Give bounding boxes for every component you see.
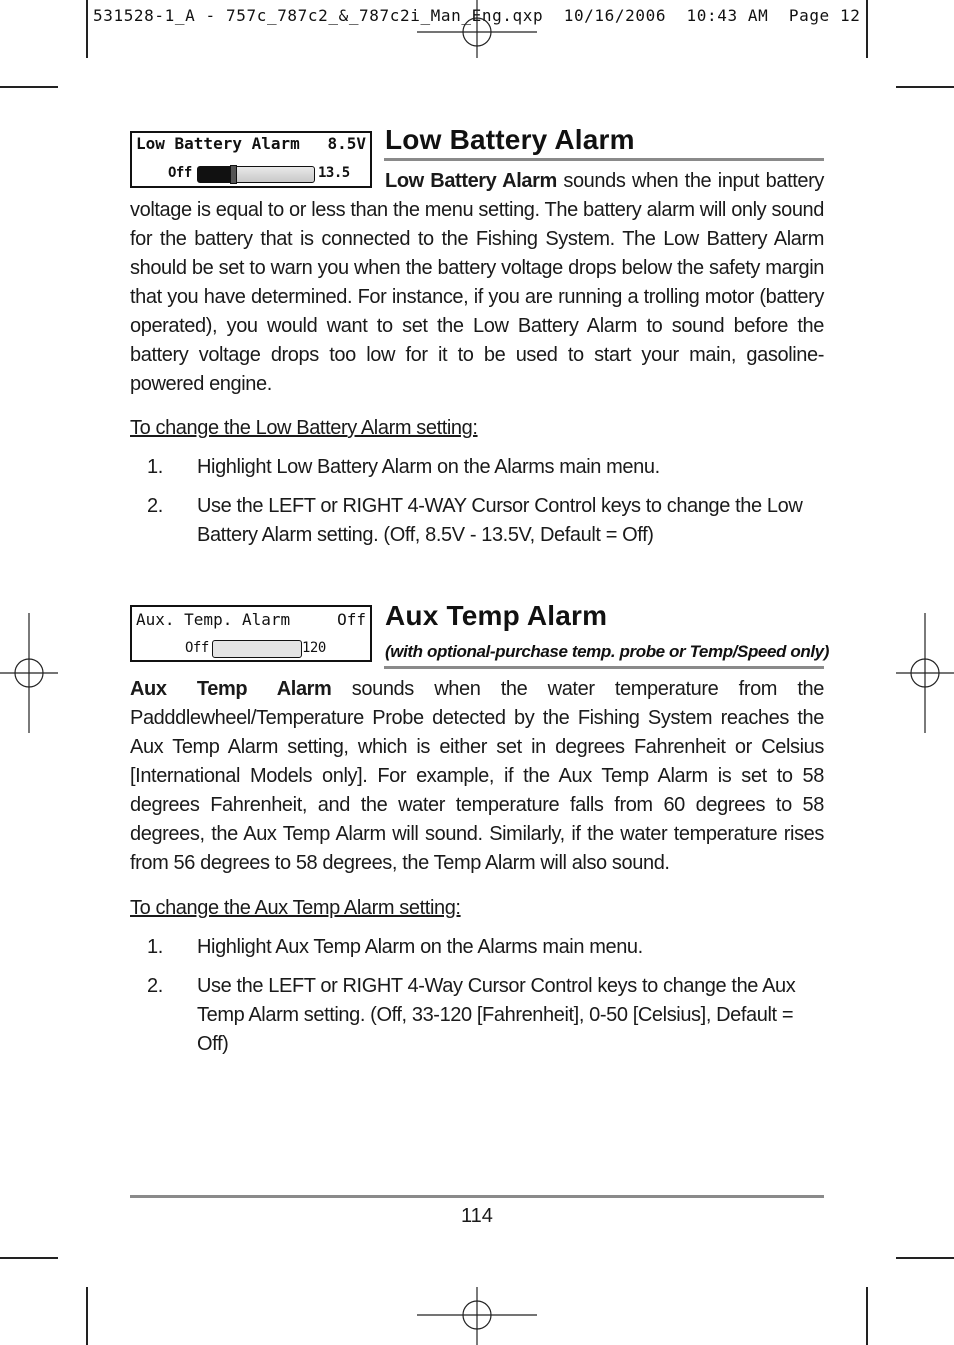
slider-min-label: Off (168, 165, 192, 181)
crop-mark (86, 0, 88, 58)
step-text-cont: Temp Alarm setting. (Off, 33-120 [Fahrenheit], 0-50 [Celsius], Default = (197, 1004, 794, 1026)
slug-file: 531528-1_A - 757c_787c2_&_787c2i_Man_Eng.qxp (93, 6, 544, 25)
step-text: Use the LEFT or RIGHT 4-WAY Cursor Control keys to change the Low (197, 495, 803, 517)
step-text-cont: Battery Alarm setting. (Off, 8.5V - 13.5V, Default = Off) (197, 524, 654, 546)
menu-value: 8.5V (327, 134, 366, 153)
page-number: 114 (461, 1205, 493, 1227)
step-number: 2. (147, 975, 163, 997)
slider-min-label: Off (185, 640, 209, 656)
slug-page: Page 12 (788, 6, 861, 25)
howto-heading-aux-temp: To change the Aux Temp Alarm setting: (130, 897, 461, 919)
registration-mark-icon (896, 613, 954, 733)
section-title-low-battery: Low Battery Alarm (385, 124, 635, 155)
step-number: 2. (147, 495, 163, 517)
step-number: 1. (147, 456, 163, 478)
step-item (147, 972, 827, 1059)
body-text: sounds when the water temperature from the Padddlewheel/Temperature Probe detected by the Fishing System reaches the Aux Temp Alarm setting, which is either set in degrees Fahrenheit or Celsius [International Models only]. For example, if the Aux Temp Alarm is set to 58 degrees Fahrenheit, and the water temperature falls from 60 degrees to 58 degrees, the Aux Temp Alarm will sound. Similarly, if the water temperature rises from 56 degrees to 58 degrees, the Temp Alarm will also sound. (130, 678, 824, 874)
slug-time: 10:43 AM (686, 6, 769, 25)
registration-mark-icon (417, 1287, 537, 1345)
step-number: 1. (147, 936, 163, 958)
aux-temp-description (130, 675, 824, 878)
slider-max-label: 120 (302, 640, 326, 656)
step-item (147, 492, 827, 550)
crop-mark (866, 1287, 868, 1345)
low-battery-description (130, 167, 824, 399)
menu-title: Aux. Temp. Alarm (136, 610, 291, 629)
bold-lead: Aux Temp Alarm (130, 678, 332, 700)
aux-temp-menu-graphic (130, 605, 372, 662)
howto-heading-low-battery: To change the Low Battery Alarm setting: (130, 417, 478, 439)
aux-temp-slider (212, 640, 302, 658)
step-item (147, 933, 827, 962)
crop-mark (0, 1257, 58, 1259)
menu-value: Off (337, 610, 366, 629)
registration-mark-icon (417, 0, 537, 58)
heading-rule (384, 666, 824, 669)
footer-rule (130, 1195, 824, 1198)
step-text: Use the LEFT or RIGHT 4-Way Cursor Control keys to change the Aux (197, 975, 796, 997)
step-text: Highlight Low Battery Alarm on the Alarms main menu. (197, 456, 660, 478)
section-title-aux-temp: Aux Temp Alarm (385, 600, 608, 631)
body-text: sounds when the input battery voltage is equal to or less than the menu setting. The battery alarm will only sound for the battery that is connected to the Fishing System. The Low Battery Alarm should be set to warn you when the battery voltage drops below the safety margin that you have determined. For instance, if you are running a trolling motor (battery operated), you would want to set the Low Battery Alarm to sound before the battery voltage drops too low for it to be used to start your main, gasoline-powered engine. (130, 170, 824, 395)
heading-rule (384, 158, 824, 161)
slug-date: 10/16/2006 (563, 6, 667, 25)
crop-mark (896, 1257, 954, 1259)
step-item (147, 453, 827, 482)
crop-mark (866, 0, 868, 58)
bold-lead: Low Battery Alarm (385, 170, 557, 192)
crop-mark (0, 86, 58, 88)
slider-max-label: 13.5 (318, 165, 350, 181)
step-text-cont: Off) (197, 1033, 229, 1055)
crop-mark (896, 86, 954, 88)
crop-mark (86, 1287, 88, 1345)
menu-title: Low Battery Alarm (136, 134, 300, 153)
section-subtitle: (with optional-purchase temp. probe or Temp/Speed only) (385, 642, 829, 661)
step-text: Highlight Aux Temp Alarm on the Alarms main menu. (197, 936, 643, 958)
registration-mark-icon (0, 613, 58, 733)
